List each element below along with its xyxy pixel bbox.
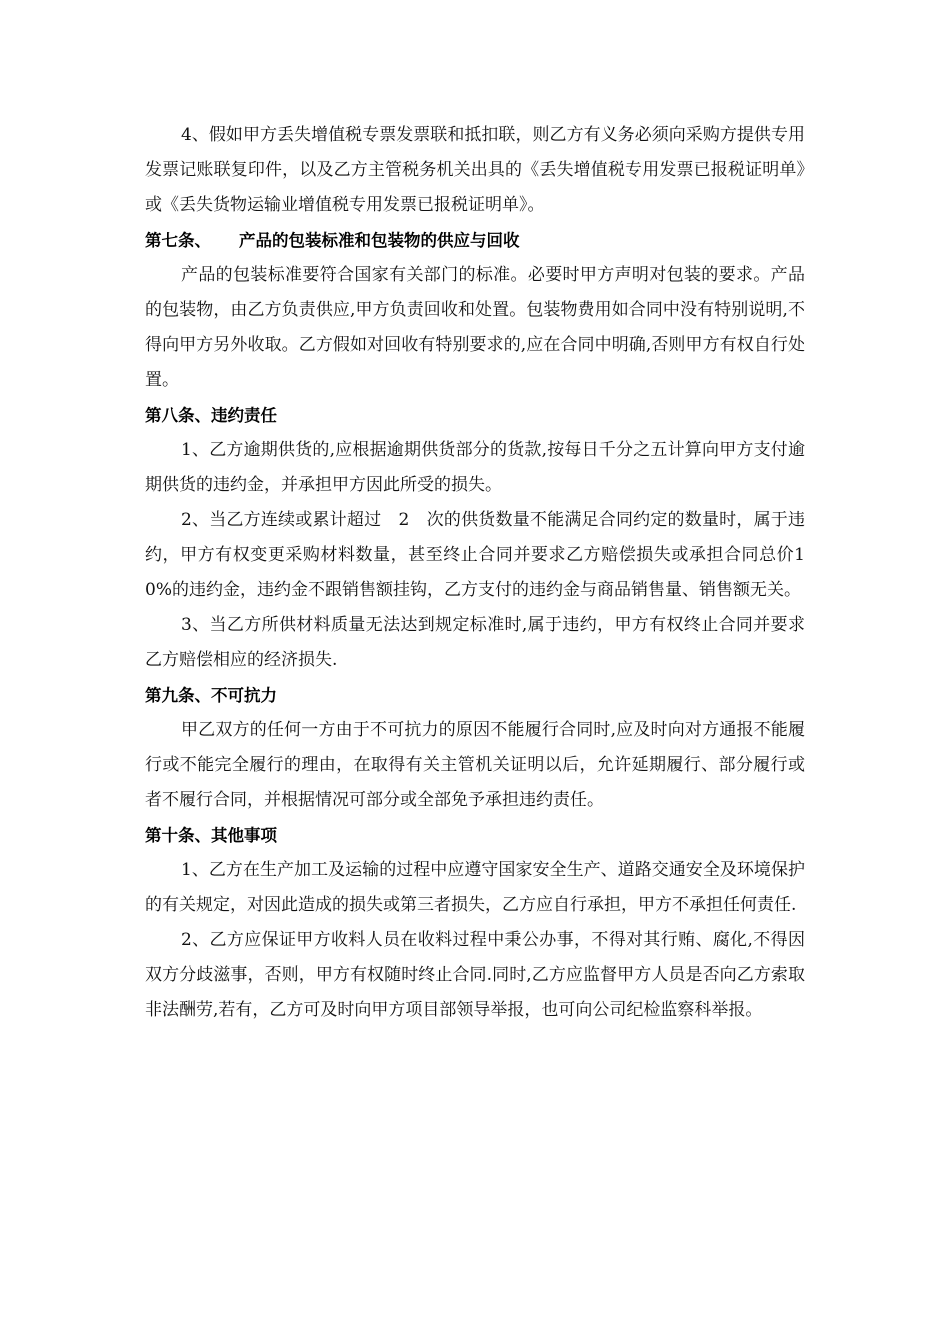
heading-article-10: 第十条、其他事项 [145,826,277,845]
paragraph-breach-item-1: 1、乙方逾期供货的,应根据逾期供货部分的货款,按每日千分之五计算向甲方支付逾期供货的违约金，并承担甲方因此所受的损失。 [145,440,805,495]
paragraph-other-item-2: 2、乙方应保证甲方收料人员在收料过程中秉公办事，不得对其行贿、腐化,不得因双方分歧滋事，否则，甲方有权随时终止合同.同时,乙方应监督甲方人员是否向乙方索取非法酬劳,若有，乙方可及时向甲方项目部领导举报，也可向公司纪检监察科举报。 [145,930,805,1020]
paragraph-packaging: 产品的包装标准要符合国家有关部门的标准。必要时甲方声明对包装的要求。产品的包装物，由乙方负责供应,甲方负责回收和处置。包装物费用如合同中没有特别说明,不得向甲方另外收取。乙方假如对回收有特别要求的,应在合同中明确,否则甲方有权自行处置。 [145,265,805,390]
paragraph-force-majeure: 甲乙双方的任何一方由于不可抗力的原因不能履行合同时,应及时向对方通报不能履行或不能完全履行的理由，在取得有关主管机关证明以后，允许延期履行、部分履行或者不履行合同，并根据情况可部分或全部免予承担违约责任。 [145,720,805,810]
heading-article-7-label: 第七条、 [145,231,211,250]
heading-article-7 [145,223,805,258]
paragraph-clause-6-item-4: 4、假如甲方丢失增值税专票发票联和抵扣联，则乙方有义务必须向采购方提供专用发票记账联复印件，以及乙方主管税务机关出具的《丢失增值税专用发票已报税证明单》或《丢失货物运输业增值税专用发票已报税证明单》。 [145,125,805,215]
paragraph-breach-item-3: 3、当乙方所供材料质量无法达到规定标准时,属于违约，甲方有权终止合同并要求乙方赔偿相应的经济损失. [145,615,805,670]
paragraph-other-item-1: 1、乙方在生产加工及运输的过程中应遵守国家安全生产、道路交通安全及环境保护的有关规定，对因此造成的损失或第三者损失，乙方应自行承担，甲方不承担任何责任. [145,860,805,915]
heading-article-7-title: 产品的包装标准和包装物的供应与回收 [239,231,520,250]
paragraph-breach-item-2: 2、当乙方连续或累计超过 2 次的供货数量不能满足合同约定的数量时，属于违约，甲方有权变更采购材料数量，甚至终止合同并要求乙方赔偿损失或承担合同总价10%的违约金，违约金不跟销售额挂钩，乙方支付的违约金与商品销售量、销售额无关。 [145,510,805,600]
document-body [145,118,805,1028]
heading-article-9: 第九条、不可抗力 [145,686,277,705]
heading-article-8: 第八条、违约责任 [145,406,277,425]
